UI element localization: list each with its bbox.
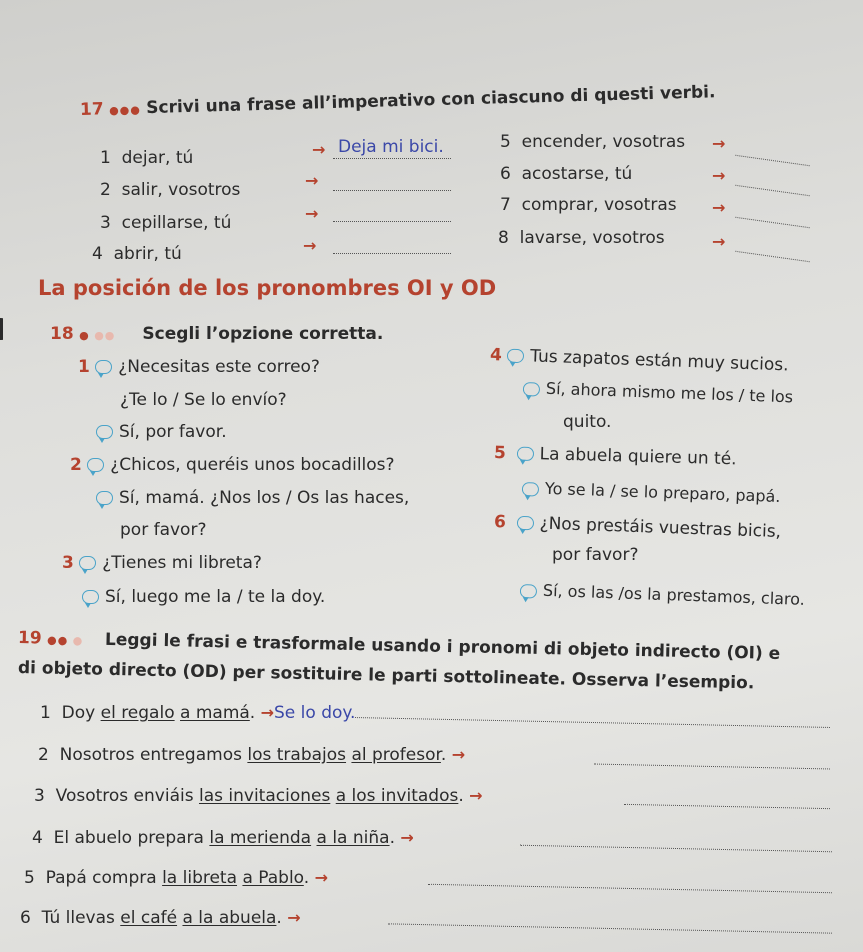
speech-bubble-icon	[520, 584, 537, 599]
exercise-number: 17	[79, 99, 104, 120]
ex18-item-6-question: 6 ¿Nos prestáis vuestras bicis,	[493, 512, 782, 543]
answer-line[interactable]	[428, 884, 832, 893]
ex18-item-1-choice[interactable]: ¿Te lo / Se lo envío?	[120, 390, 287, 410]
speech-bubble-icon	[96, 425, 113, 439]
answer-line[interactable]	[388, 923, 832, 933]
speech-bubble-icon	[522, 482, 539, 497]
answer-line[interactable]	[735, 155, 809, 166]
ex18-item-6-cont: por favor?	[552, 545, 639, 565]
ex17-item-7: 7 comprar, vosotras	[500, 195, 677, 215]
answer-line[interactable]	[355, 717, 830, 728]
ex19-item-3: 3 Vosotros enviáis las invitaciones a los invitados. →	[34, 786, 483, 806]
ex18-item-2-question: 2 ¿Chicos, queréis unos bocadillos?	[70, 455, 395, 475]
answer-line[interactable]	[520, 845, 832, 853]
arrow-icon: →	[712, 232, 726, 251]
ex19-answer-1: Se lo doy.	[274, 703, 356, 723]
exercise-title: Leggi le frasi e trasformale usando i pronomi di objeto indirecto (OI) e	[104, 629, 781, 664]
speech-bubble-icon	[507, 349, 524, 364]
answer-line[interactable]	[333, 253, 451, 254]
ex17-item-6: 6 acostarse, tú	[500, 164, 633, 184]
ex17-item-3: 3 cepillarse, tú	[100, 213, 232, 233]
ex18-item-1-question: 1 ¿Necesitas este correo?	[78, 357, 320, 377]
ex18-item-2-cont: por favor?	[120, 520, 207, 540]
difficulty-dots-icon: ●●●	[108, 103, 142, 118]
answer-line[interactable]	[594, 764, 830, 770]
ex19-item-5: 5 Papá compra la libreta a Pablo. →	[24, 868, 328, 888]
arrow-icon: →	[287, 908, 301, 927]
arrow-icon: →	[305, 171, 319, 190]
ex18-item-3-choice[interactable]: Sí, luego me la / te la doy.	[82, 587, 325, 607]
section-title: La posición de los pronombres OI y OD	[38, 276, 497, 300]
answer-line[interactable]	[735, 185, 809, 196]
ex18-item-1-answer: Sí, por favor.	[96, 422, 227, 442]
arrow-icon: →	[712, 134, 726, 153]
exercise-18-header	[50, 324, 383, 344]
ex19-item-4: 4 El abuelo prepara la merienda a la niña. →	[32, 828, 414, 848]
speech-bubble-icon	[516, 447, 533, 461]
ex17-item-5: 5 encender, vosotras	[500, 132, 686, 152]
arrow-icon: →	[314, 868, 328, 887]
arrow-icon: →	[451, 745, 466, 764]
arrow-icon: →	[305, 204, 319, 223]
ex18-item-6-choice[interactable]: Sí, os las /os la prestamos, claro.	[520, 580, 805, 609]
ex19-item-2: 2 Nosotros entregamos los trabajos al profesor. →	[38, 745, 466, 765]
exercise-title: Scegli l’opzione corretta.	[142, 324, 384, 344]
exercise-number: 19	[17, 628, 42, 649]
speech-bubble-icon	[96, 491, 113, 505]
exercise-19-title-cont: di objeto directo (OD) per sostituire le parti sottolineate. Osserva l’esempio.	[17, 658, 755, 694]
arrow-icon: →	[712, 198, 726, 217]
ex17-item-4: 4 abrir, tú	[92, 244, 182, 264]
answer-line[interactable]	[735, 217, 809, 228]
speech-bubble-icon	[79, 556, 96, 570]
speech-bubble-icon	[523, 382, 540, 397]
ex19-item-1: 1 Doy el regalo a mamá. →Se lo doy.	[40, 703, 356, 723]
ex17-item-8: 8 lavarse, vosotros	[498, 228, 665, 248]
ex18-item-4-choice[interactable]: Sí, ahora mismo me los / te los	[523, 378, 794, 406]
exercise-title: Scrivi una frase all’imperativo con ciascuno di questi verbi.	[145, 82, 716, 119]
speech-bubble-icon	[95, 360, 112, 374]
answer-line[interactable]	[333, 158, 451, 159]
ex17-item-2: 2 salir, vosotros	[100, 180, 241, 200]
speech-bubble-icon	[516, 516, 533, 531]
arrow-icon: →	[260, 703, 275, 722]
ex18-item-5-question: 5 La abuela quiere un té.	[493, 443, 737, 470]
speech-bubble-icon	[82, 590, 99, 604]
exercise-17-header	[80, 82, 716, 120]
ex18-item-3-question: 3 ¿Tienes mi libreta?	[62, 553, 262, 573]
ex18-item-4-question: 4 Tus zapatos están muy sucios.	[489, 345, 789, 376]
arrow-icon: →	[400, 828, 414, 847]
ex18-item-5-choice[interactable]: Yo se la / se lo preparo, papá.	[522, 478, 781, 506]
exercise-19-header	[18, 628, 781, 664]
ex18-item-4-cont: quito.	[563, 412, 612, 432]
arrow-icon: →	[303, 236, 317, 255]
speech-bubble-icon	[87, 458, 104, 472]
arrow-icon: →	[312, 140, 326, 159]
ex18-item-2-choice[interactable]: Sí, mamá. ¿Nos los / Os las haces,	[96, 488, 409, 508]
ex17-answer-1: Deja mi bici.	[338, 137, 444, 157]
arrow-icon: →	[712, 166, 726, 185]
margin-tab-icon	[0, 318, 11, 340]
difficulty-dots-icon: ●● ●	[46, 633, 84, 648]
answer-line[interactable]	[333, 221, 451, 222]
ex19-item-6: 6 Tú llevas el café a la abuela. →	[20, 908, 301, 928]
answer-line[interactable]	[624, 804, 830, 809]
ex17-item-1: 1 dejar, tú	[100, 148, 194, 168]
answer-line[interactable]	[735, 251, 809, 262]
answer-line[interactable]	[333, 190, 451, 191]
exercise-number: 18	[50, 324, 74, 344]
difficulty-dots-icon: ● ●●	[79, 329, 116, 342]
arrow-icon: →	[469, 786, 483, 805]
